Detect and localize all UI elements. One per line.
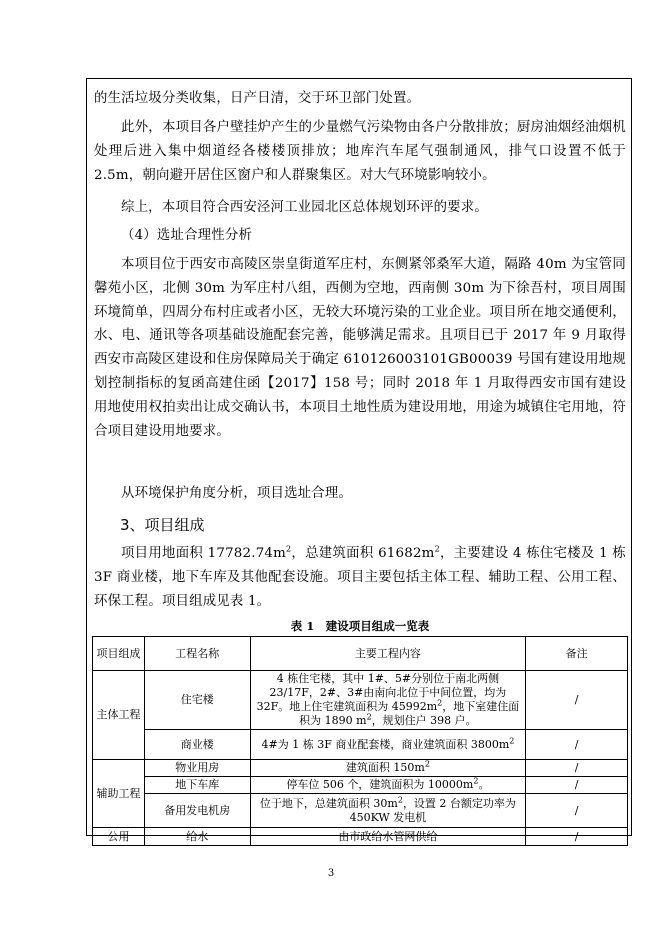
table-row (93, 777, 628, 794)
paragraph-composition: 项目用地面积 $17782.74m^2$，总建筑面积 $61682m^2$，主要建设 4 栋住宅楼及 1 栋 3F 商业楼，地下车库及其他配套设施。项目主要包括主体工程、辅助工程、公用工程、环保工程。项目组成见表 1。 (94, 544, 627, 609)
group-public: 公用 (93, 828, 145, 846)
cell-content: 4 栋住宅楼，其中 1#、5#分别位于南北两侧 23/17F，2#、3#由南向北位于中间位置，均为 32F。地上住宅建筑面积为 $45992m^2$，地下室建住面积为 1890 $m^2$，规划住户 398 户。 (250, 671, 525, 730)
paragraph-waste: 的生活垃圾分类收集，日产日清，交于环卫部门处置。 (94, 91, 421, 106)
table-row (93, 794, 628, 828)
table-row (93, 730, 628, 760)
cell-content: 位于地下，总建筑面积 $30m^2$，设置 2 台额定功率为 450KW 发电机 (250, 794, 525, 828)
header-name: 工程名称 (144, 637, 250, 671)
cell-note: / (526, 760, 628, 777)
group-aux: 辅助工程 (93, 760, 145, 828)
cell-content: 4#为 1 栋 3F 商业配套楼，商业建筑面积 $3800m^2$ (250, 730, 525, 760)
cell-note: / (526, 828, 628, 846)
table-caption: 表 1 建设项目组成一览表 (290, 619, 430, 633)
cell-name: 物业用房 (144, 760, 250, 777)
header-content: 主要工程内容 (250, 637, 525, 671)
table-header-row (93, 637, 628, 671)
table-row (93, 760, 628, 777)
cell-note: / (526, 794, 628, 828)
cell-name: 住宅楼 (144, 671, 250, 730)
cell-content: 停车位 506 个，建筑面积为 $10000m^2$。 (250, 777, 525, 794)
cell-note: / (526, 777, 628, 794)
paragraph-site: 本项目位于西安市高陵区崇皇街道军庄村，东侧紧邻桑军大道，隔路 40m 为宝管同馨苑小区，北侧 30m 为军庄村八组，西侧为空地，西南侧 30m 为下徐吾村，项目周围环境简单，四周分布村庄或者小区，无较大环境污染的工业企业。项目所在地交通便利，水、电、通讯等各项基础设施配套完善，能够满足需求。且项目已于 2017 年 9 月取得西安市高陵区建设和住房保障局关于确定 610126003101GB00039 号国有建设用地规划控制指标的复函高建住函【2017】158 号；同时 2018 年 1 月取得西安市国有建设用地使用权拍卖出让成交确认书，本项目土地性质为建设用地，用途为城镇住宅用地，符合项目建设用地要求。 (94, 257, 626, 439)
composition-table (92, 636, 628, 846)
cell-note: / (526, 671, 628, 730)
paragraph-site-conclusion: 从环境保护角度分析，项目选址合理。 (121, 486, 353, 501)
paragraph-gas: 此外，本项目各户壁挂炉产生的少量燃气污染物由各户分散排放；厨房油烟经油烟机处理后进入集中烟道经各楼楼顶排放；地库汽车尾气强制通风，排气口设置不低于 2.5m，朝向避开居住区窗户和人群聚集区。对大气环境影响较小。 (94, 120, 626, 183)
group-main: 主体工程 (93, 671, 145, 760)
section-heading: 3、项目组成 (120, 516, 205, 534)
paragraph-conclusion: 综上，本项目符合西安泾河工业园北区总体规划环评的要求。 (121, 200, 488, 215)
cell-content: 由市政给水管网供给 (250, 828, 525, 846)
cell-name: 给水 (144, 828, 250, 846)
table-row (93, 671, 628, 730)
cell-name: 商业楼 (144, 730, 250, 760)
cell-name: 地下车库 (144, 777, 250, 794)
page-number: 3 (327, 868, 335, 879)
header-note: 备注 (526, 637, 628, 671)
subheading-site: （4）选址合理性分析 (121, 228, 253, 243)
table-row (93, 828, 628, 846)
cell-content: 建筑面积 $150m^2$ (250, 760, 525, 777)
cell-note: / (526, 730, 628, 760)
header-group: 项目组成 (93, 637, 145, 671)
cell-name: 备用发电机房 (144, 794, 250, 828)
